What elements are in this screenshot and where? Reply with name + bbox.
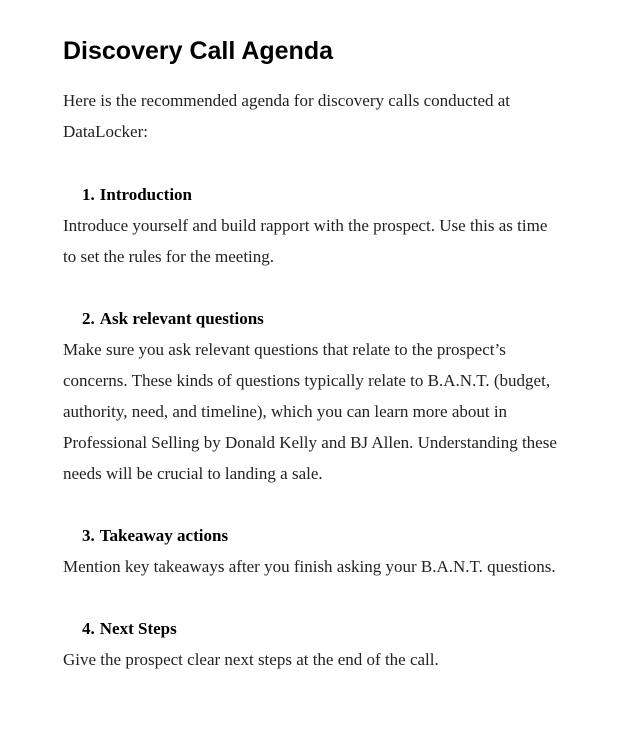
section-heading-text: Introduction (99, 185, 193, 204)
document (63, 34, 563, 675)
section-heading-text: Ask relevant questions (99, 309, 264, 328)
section-heading-text: Takeaway actions (99, 526, 229, 545)
section-number: 2. (82, 309, 95, 328)
agenda-section-next-steps (63, 613, 563, 675)
section-number: 4. (82, 619, 95, 638)
section-body: Introduce yourself and build rapport with the prospect. Use this as time to set the rules for the meeting. (63, 216, 548, 266)
page-title: Discovery Call Agenda (63, 37, 334, 65)
intro-paragraph: Here is the recommended agenda for discovery calls conducted at DataLocker: (63, 91, 511, 141)
agenda-section-introduction (63, 179, 563, 272)
agenda-section-questions (63, 303, 563, 489)
section-heading (63, 520, 563, 551)
section-body: Make sure you ask relevant questions that relate to the prospect’s concerns. These kinds of questions typically relate to B.A.N.T. (budget, authority, need, and timeline), which you can learn more about in Professional Selling by Donald Kelly and BJ Allen. Understanding these needs will be crucial to landing a sale. (63, 340, 557, 483)
section-heading (63, 303, 563, 334)
agenda-section-takeaways (63, 520, 563, 582)
section-heading-text: Next Steps (99, 619, 177, 638)
section-number: 3. (82, 526, 95, 545)
section-heading (63, 179, 563, 210)
section-number: 1. (82, 185, 95, 204)
section-body: Mention key takeaways after you finish asking your B.A.N.T. questions. (63, 557, 556, 576)
section-heading (63, 613, 563, 644)
section-body: Give the prospect clear next steps at the end of the call. (63, 650, 439, 669)
